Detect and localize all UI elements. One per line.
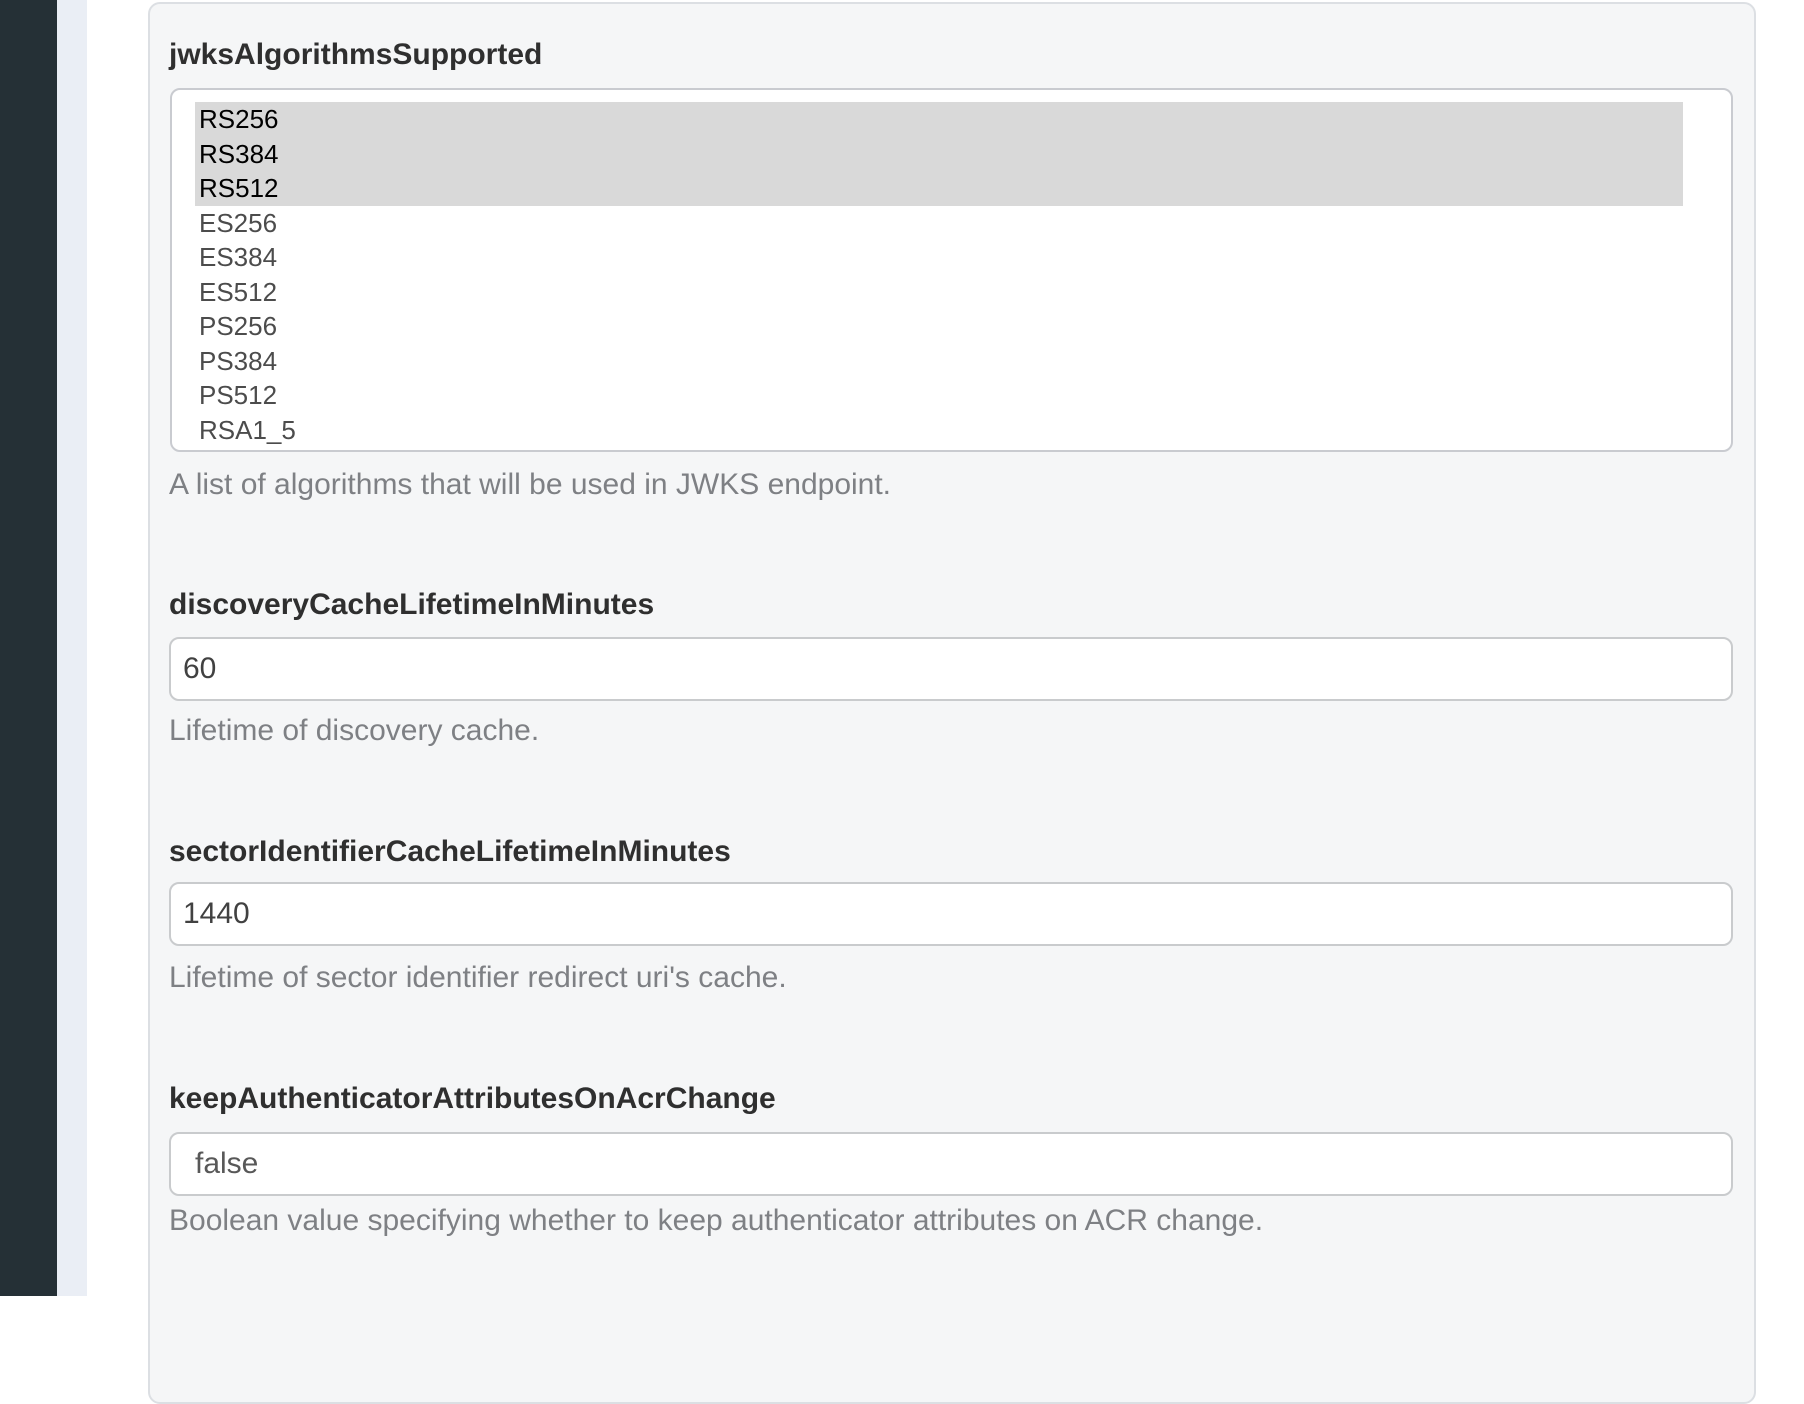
field-help-text: Lifetime of sector identifier redirect uri's cache. <box>169 961 787 994</box>
listbox-option-ES256[interactable]: ES256 <box>199 207 278 238</box>
field-help-text: Boolean value specifying whether to keep authenticator attributes on ACR change. <box>169 1204 1264 1237</box>
left-nav-sidebar <box>0 0 57 1296</box>
listbox-option-ES384[interactable]: ES384 <box>199 242 278 272</box>
field-label-jwksAlgorithmsSupported: jwksAlgorithmsSupported <box>169 38 543 71</box>
field-label-sectorIdentifierCacheLifetimeInMinutes: sectorIdentifierCacheLifetimeInMinutes <box>169 835 731 868</box>
listbox-option-RS384[interactable]: RS384 <box>195 137 1683 172</box>
listbox-option-ES512[interactable]: ES512 <box>199 276 278 307</box>
listbox-option-PS384[interactable]: PS384 <box>199 345 278 376</box>
discovery-cache-lifetime-input[interactable] <box>169 637 1733 701</box>
settings-form-card <box>148 2 1756 1404</box>
field-help-text: A list of algorithms that will be used in JWKS endpoint. <box>169 468 892 501</box>
field-help-text: Lifetime of discovery cache. <box>169 714 540 747</box>
listbox-option-RSA1_5[interactable]: RSA1_5 <box>199 414 296 445</box>
listbox-option-PS512[interactable]: PS512 <box>199 380 278 410</box>
listbox-option-PS256[interactable]: PS256 <box>199 311 278 341</box>
field-label-discoveryCacheLifetimeInMinutes: discoveryCacheLifetimeInMinutes <box>169 588 655 621</box>
keep-authenticator-attributes-input[interactable] <box>169 1132 1733 1196</box>
sector-identifier-cache-lifetime-input[interactable] <box>169 882 1733 946</box>
sidebar-gutter <box>57 0 87 1296</box>
listbox-option-RS256[interactable]: RS256 <box>195 102 1683 137</box>
field-label-keepAuthenticatorAttributesOnAcrChange: keepAuthenticatorAttributesOnAcrChange <box>169 1082 776 1115</box>
jwks-algorithms-listbox[interactable] <box>170 88 1733 452</box>
listbox-option-RS512[interactable]: RS512 <box>195 171 1683 206</box>
